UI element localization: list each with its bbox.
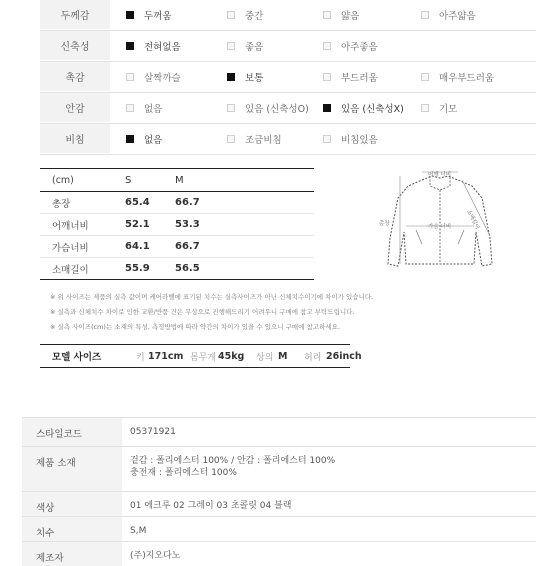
checkbox-icon [227,73,235,81]
checkbox-icon [323,73,331,81]
info-label: 치수 [36,528,55,539]
note-line: ※ 위 사이즈는 제품의 실측 값이며 케어라벨에 표기된 치수는 실측사이즈가 아닌 신체치수이기에 차이가 있습니다. [50,293,374,301]
checkbox-icon [126,135,134,143]
size-row [40,258,314,280]
attribute-row-lining [40,93,536,124]
model-size-bar [40,344,362,368]
info-value: (주)지오다노 [130,551,181,561]
size-column-s: S [125,174,132,186]
attribute-option: 비침있음 [323,124,378,153]
checkbox-icon [227,11,235,19]
info-value: S,M [130,526,147,536]
checkbox-icon [323,11,331,19]
size-value: 56.5 [175,263,200,274]
attribute-option: 아주얇음 [421,0,476,29]
attribute-label: 신축성 [40,31,110,60]
size-value: 55.9 [125,263,150,274]
model-size-title: 모델 사이즈 [52,352,102,363]
diagram-label-sleeve: 소매길이 [464,208,481,231]
checkbox-icon [126,42,134,50]
model-waist-label: 허리 [304,352,322,363]
model-top-label: 상의 [256,352,274,363]
attribute-label: 두께감 [40,0,110,29]
attribute-option: 얇음 [323,0,359,29]
note-line: ※ 실측 사이즈(cm)는 소재의 특성, 측정방법에 따라 약간의 차이가 있을 수 있으니 구매에 참고하세요. [50,323,341,331]
info-value: 충전재 : 폴리에스터 100% [130,468,237,478]
info-row-color [22,491,536,516]
info-row-style-code [22,417,536,446]
attribute-option: 중간 [227,0,263,29]
checkbox-icon [421,104,429,112]
info-row-size [22,516,536,541]
attribute-option: 있음 (신축성X) [323,93,404,122]
checkbox-icon [126,11,134,19]
attribute-label: 비침 [40,124,110,153]
info-label: 색상 [36,503,55,514]
checkbox-icon [323,42,331,50]
info-value: 겉감 : 폴리에스터 100% / 안감 : 폴리에스터 100% [130,456,336,466]
size-row-label: 소매길이 [52,264,89,276]
size-value: 65.4 [125,197,150,208]
attribute-option: 좋음 [227,31,263,60]
attribute-option: 보통 [227,62,263,91]
size-column-m: M [175,174,184,186]
size-row-label: 가슴너비 [52,242,89,254]
info-label: 제조자 [36,553,64,564]
model-height-value: 171cm [148,350,184,362]
attribute-option: 매우부드러움 [421,62,494,91]
checkbox-icon [126,73,134,81]
attribute-row-stretch [40,31,536,62]
checkbox-icon [323,135,331,143]
checkbox-icon [421,11,429,19]
size-value: 64.1 [125,241,150,252]
size-row [40,236,314,258]
checkbox-icon [227,104,235,112]
size-value: 66.7 [175,197,200,208]
size-row [40,214,314,236]
size-row-label: 어깨너비 [52,220,89,232]
info-label: 스타일코드 [36,429,82,440]
model-weight-label: 몸무게 [190,352,217,363]
size-value: 53.3 [175,219,200,230]
attribute-option: 조금비침 [227,124,282,153]
attribute-option: 두꺼움 [126,0,172,29]
checkbox-icon [227,42,235,50]
size-table-header [40,168,314,192]
diagram-label-length: 총장 [379,221,390,227]
size-notes [50,290,373,335]
unit-label: (cm) [52,174,74,186]
info-label: 제품 소재 [36,458,76,469]
size-row [40,192,314,214]
diagram-label-shoulder: 어깨 너비 [428,172,452,178]
note-line: ※ 실측과 신체치수 차이로 인한 교환/반품 건은 무상으로 진행해드리기 어려우니 구매에 참고 부탁드립니다. [50,308,355,316]
attribute-option: 아주좋음 [323,31,378,60]
attribute-option: 살짝까슬 [126,62,181,91]
info-value: 05371921 [130,427,176,437]
attribute-label: 안감 [40,93,110,122]
checkbox-icon [421,73,429,81]
model-top-value: M [278,350,288,362]
model-weight-value: 45kg [218,350,245,362]
attribute-option: 전혀없음 [126,31,181,60]
checkbox-icon [126,104,134,112]
checkbox-icon [227,135,235,143]
attribute-option: 없음 [126,93,162,122]
size-table [40,168,314,280]
size-value: 52.1 [125,219,150,230]
jacket-measurement-diagram [370,164,510,284]
model-height-label: 키 [136,352,145,363]
attribute-row-touch [40,62,536,93]
attribute-option: 기모 [421,93,457,122]
attribute-option: 있음 (신축성O) [227,93,309,122]
model-waist-value: 26inch [326,350,362,362]
diagram-label-chest: 가슴 너비 [428,224,452,230]
info-value: 01 에크루 02 그레이 03 초콜릿 04 블랙 [130,501,292,511]
attribute-option: 없음 [126,124,162,153]
size-value: 66.7 [175,241,200,252]
attribute-option: 부드러움 [323,62,378,91]
product-info-table [22,417,536,566]
info-row-material [22,446,536,491]
attribute-row-sheerness [40,124,536,155]
attribute-label: 촉감 [40,62,110,91]
attribute-row-thickness [40,0,536,31]
checkbox-icon [323,104,331,112]
fabric-attribute-table [40,0,536,155]
size-row-label: 총장 [52,198,71,210]
